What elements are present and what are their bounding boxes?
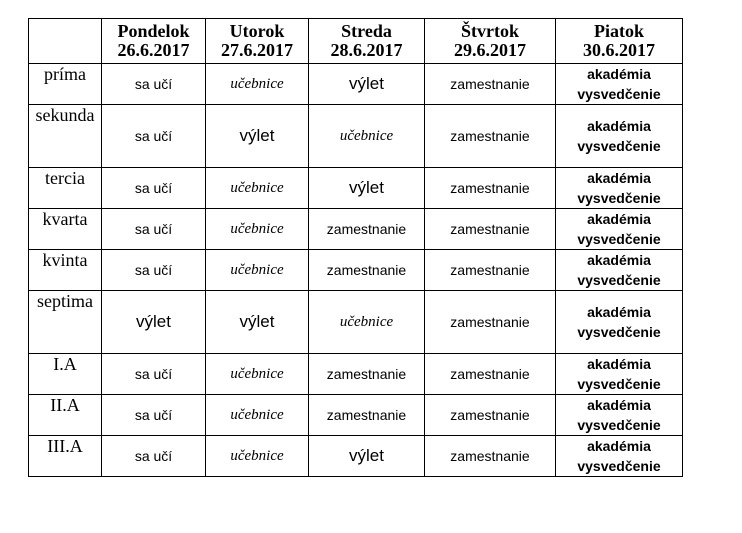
day-header-thursday xyxy=(425,19,556,64)
schedule-cell: učebnice xyxy=(309,291,425,354)
table-row xyxy=(29,64,683,105)
schedule-cell: učebnice xyxy=(206,395,309,436)
schedule-cell: zamestnanie xyxy=(309,250,425,291)
schedule-cell xyxy=(556,250,683,291)
cell-line: akadémia xyxy=(587,211,651,227)
grade-label: septima xyxy=(29,291,102,354)
schedule-cell: zamestnanie xyxy=(425,354,556,395)
table-row xyxy=(29,168,683,209)
day-date: 28.6.2017 xyxy=(330,40,403,60)
day-name: Štvrtok xyxy=(461,21,519,41)
table-row xyxy=(29,250,683,291)
schedule-cell: sa učí xyxy=(102,354,206,395)
day-date: 30.6.2017 xyxy=(583,40,655,60)
day-name: Streda xyxy=(341,21,392,41)
schedule-cell: zamestnanie xyxy=(309,209,425,250)
schedule-cell: sa učí xyxy=(102,395,206,436)
schedule-cell xyxy=(556,395,683,436)
cell-line: akadémia xyxy=(587,356,651,372)
schedule-cell: zamestnanie xyxy=(309,354,425,395)
schedule-cell: zamestnanie xyxy=(309,395,425,436)
grade-label: III.A xyxy=(29,436,102,477)
day-header-wednesday xyxy=(309,19,425,64)
cell-line: vysvedčenie xyxy=(577,458,661,474)
table-row xyxy=(29,209,683,250)
day-name: Piatok xyxy=(593,21,644,41)
table-row xyxy=(29,354,683,395)
day-name: Utorok xyxy=(229,21,285,41)
cell-line: akadémia xyxy=(587,252,651,268)
cell-line: akadémia xyxy=(587,118,651,134)
cell-line: vysvedčenie xyxy=(577,376,661,392)
corner-cell xyxy=(29,19,102,64)
schedule-cell: zamestnanie xyxy=(425,436,556,477)
grade-label: tercia xyxy=(29,168,102,209)
schedule-cell: učebnice xyxy=(206,209,309,250)
cell-line: akadémia xyxy=(587,66,651,82)
table-row xyxy=(29,436,683,477)
day-header-friday xyxy=(556,19,683,64)
schedule-cell xyxy=(556,64,683,105)
schedule-cell: učebnice xyxy=(206,250,309,291)
schedule-cell: sa učí xyxy=(102,250,206,291)
grade-label: II.A xyxy=(29,395,102,436)
schedule-cell xyxy=(556,209,683,250)
cell-line: vysvedčenie xyxy=(577,324,661,340)
grade-label: kvarta xyxy=(29,209,102,250)
schedule-cell xyxy=(556,354,683,395)
schedule-cell: učebnice xyxy=(206,354,309,395)
day-date: 27.6.2017 xyxy=(221,40,293,60)
schedule-cell: výlet xyxy=(102,291,206,354)
cell-line: akadémia xyxy=(587,170,651,186)
cell-line: akadémia xyxy=(587,438,651,454)
schedule-cell: výlet xyxy=(309,436,425,477)
schedule-cell: učebnice xyxy=(206,168,309,209)
schedule-cell: sa učí xyxy=(102,168,206,209)
schedule-cell xyxy=(556,436,683,477)
cell-line: vysvedčenie xyxy=(577,190,661,206)
day-date: 26.6.2017 xyxy=(117,40,190,60)
schedule-cell: zamestnanie xyxy=(425,395,556,436)
schedule-cell xyxy=(556,291,683,354)
cell-line: vysvedčenie xyxy=(577,417,661,433)
table-row xyxy=(29,395,683,436)
day-name: Pondelok xyxy=(117,21,190,41)
schedule-cell: zamestnanie xyxy=(425,250,556,291)
schedule-cell: sa učí xyxy=(102,105,206,168)
cell-line: vysvedčenie xyxy=(577,86,661,102)
schedule-cell: sa učí xyxy=(102,209,206,250)
schedule-cell: zamestnanie xyxy=(425,105,556,168)
schedule-cell: výlet xyxy=(206,291,309,354)
schedule-cell: sa učí xyxy=(102,64,206,105)
schedule-table xyxy=(28,18,683,477)
schedule-cell: učebnice xyxy=(206,436,309,477)
schedule-cell: výlet xyxy=(309,168,425,209)
cell-line: vysvedčenie xyxy=(577,231,661,247)
table-row xyxy=(29,105,683,168)
schedule-cell: výlet xyxy=(309,64,425,105)
header-row xyxy=(29,19,683,64)
grade-label: sekunda xyxy=(29,105,102,168)
schedule-cell xyxy=(556,168,683,209)
schedule-cell: výlet xyxy=(206,105,309,168)
schedule-cell: učebnice xyxy=(206,64,309,105)
cell-line: akadémia xyxy=(587,397,651,413)
cell-line: vysvedčenie xyxy=(577,138,661,154)
grade-label: I.A xyxy=(29,354,102,395)
schedule-body xyxy=(29,64,683,477)
schedule-cell: učebnice xyxy=(309,105,425,168)
schedule-cell: zamestnanie xyxy=(425,64,556,105)
grade-label: kvinta xyxy=(29,250,102,291)
day-header-monday xyxy=(102,19,206,64)
schedule-cell: zamestnanie xyxy=(425,209,556,250)
table-row xyxy=(29,291,683,354)
day-date: 29.6.2017 xyxy=(454,40,526,60)
cell-line: vysvedčenie xyxy=(577,272,661,288)
grade-label: príma xyxy=(29,64,102,105)
schedule-cell: sa učí xyxy=(102,436,206,477)
schedule-cell: zamestnanie xyxy=(425,291,556,354)
schedule-cell xyxy=(556,105,683,168)
schedule-cell: zamestnanie xyxy=(425,168,556,209)
cell-line: akadémia xyxy=(587,304,651,320)
day-header-tuesday xyxy=(206,19,309,64)
